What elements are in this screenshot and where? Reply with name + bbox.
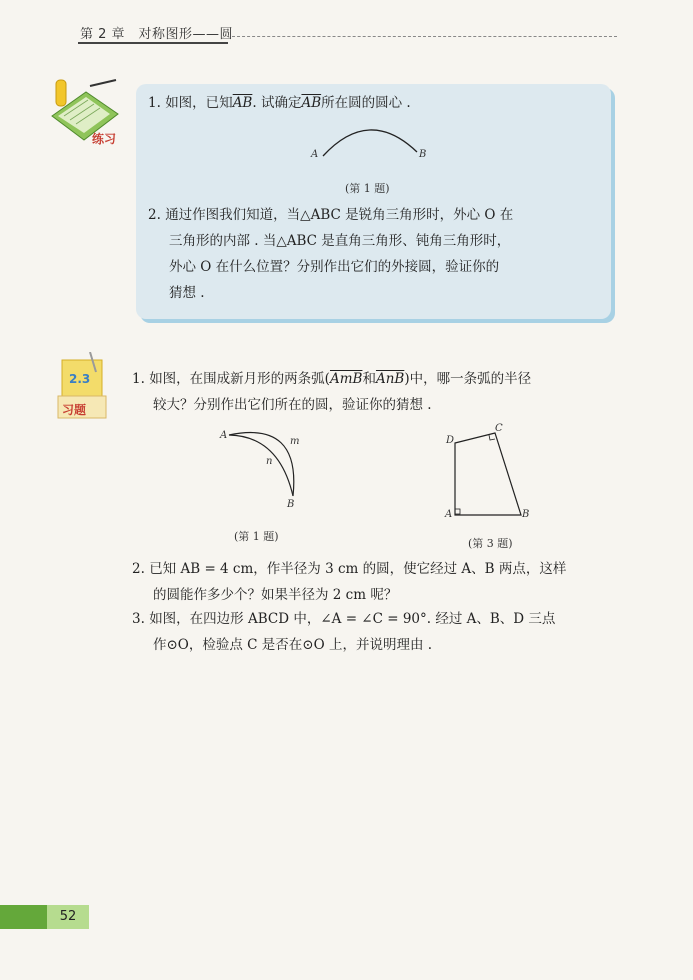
exercise-fig3-caption: (第 3 题)	[468, 537, 513, 550]
exercise-q1-and: 和	[362, 371, 376, 387]
quad-label-d: D	[446, 435, 455, 446]
exercise-q2-text	[132, 556, 566, 608]
practice-q2-num: 2.	[148, 207, 161, 223]
exercise-q1-pre: 如图，在围成新月形的两条弧(	[149, 371, 330, 387]
arc-ab-1: $\overline{AB}$	[232, 95, 253, 111]
practice-label: 练习	[92, 132, 117, 146]
chapter-header: 第 2 章 对称图形——圆	[80, 27, 234, 42]
practice-q1-num: 1.	[148, 95, 161, 111]
arc-amb: $\overline{AmB}$	[329, 371, 363, 387]
page-number: 52	[59, 909, 77, 924]
exercise-q1-post: )中，哪一条弧的半径	[404, 371, 532, 387]
crescent-figure	[215, 422, 315, 512]
exercise-q2-line1: 已知 AB = 4 cm，作半径为 3 cm 的圆，使它经过 A、B 两点，这样	[149, 561, 567, 577]
crescent-label-a: A	[220, 430, 228, 441]
point-a-label: A	[311, 149, 319, 160]
page-bar-dark	[0, 905, 47, 929]
exercise-q3-line1: 如图，在四边形 ABCD 中，∠A = ∠C = 90°. 经过 A、B、D 三点	[149, 611, 556, 627]
practice-q1-pre: 如图，已知	[165, 95, 233, 111]
practice-q1-post: 所在圆的圆心 .	[321, 95, 411, 111]
exercise-q1-line2: 较大？分别作出它们所在的圆，验证你的猜想 .	[153, 397, 432, 413]
quad-label-a: A	[445, 509, 453, 520]
exercise-fig1-caption: (第 1 题)	[234, 530, 279, 543]
point-b-label: B	[419, 149, 427, 160]
exercise-q3-num: 3.	[132, 611, 145, 627]
exercise-q1-num: 1.	[132, 371, 145, 387]
practice-q2-line4: 猜想 .	[169, 285, 205, 301]
practice-q2-line3: 外心 O 在什么位置？分别作出它们的外接圆，验证你的	[169, 259, 500, 275]
crescent-label-m: m	[290, 436, 300, 447]
exercise-number: 2.3	[69, 372, 91, 386]
quad-label-b: B	[522, 509, 530, 520]
practice-q2-text	[148, 202, 513, 306]
header-underline	[78, 42, 228, 44]
arc-anb: $\overline{AnB}$	[375, 371, 405, 387]
exercise-q2-num: 2.	[132, 561, 145, 577]
crescent-label-n: n	[266, 456, 273, 467]
practice-q1-arc-figure	[305, 118, 435, 168]
exercise-label: 习题	[62, 403, 87, 417]
practice-q2-line1: 通过作图我们知道，当△ABC 是锐角三角形时，外心 O 在	[165, 207, 514, 223]
exercise-q3-line2: 作⊙O，检验点 C 是否在⊙O 上，并说明理由 .	[153, 637, 433, 653]
exercise-q1-text	[132, 366, 531, 418]
practice-q1-mid: . 试确定	[252, 95, 302, 111]
practice-q2-line2: 三角形的内部 . 当△ABC 是直角三角形、钝角三角形时，	[169, 233, 511, 249]
arc-ab-2: $\overline{AB}$	[301, 95, 322, 111]
crescent-label-b: B	[287, 499, 295, 510]
practice-q1-text	[148, 90, 411, 116]
exercise-q2-line2: 的圆能作多少个？如果半径为 2 cm 呢？	[153, 587, 398, 603]
quad-label-c: C	[495, 423, 503, 434]
practice-fig1-caption: (第 1 题)	[345, 182, 390, 195]
exercise-q3-text	[132, 606, 555, 658]
header-dashed-rule	[232, 36, 617, 37]
